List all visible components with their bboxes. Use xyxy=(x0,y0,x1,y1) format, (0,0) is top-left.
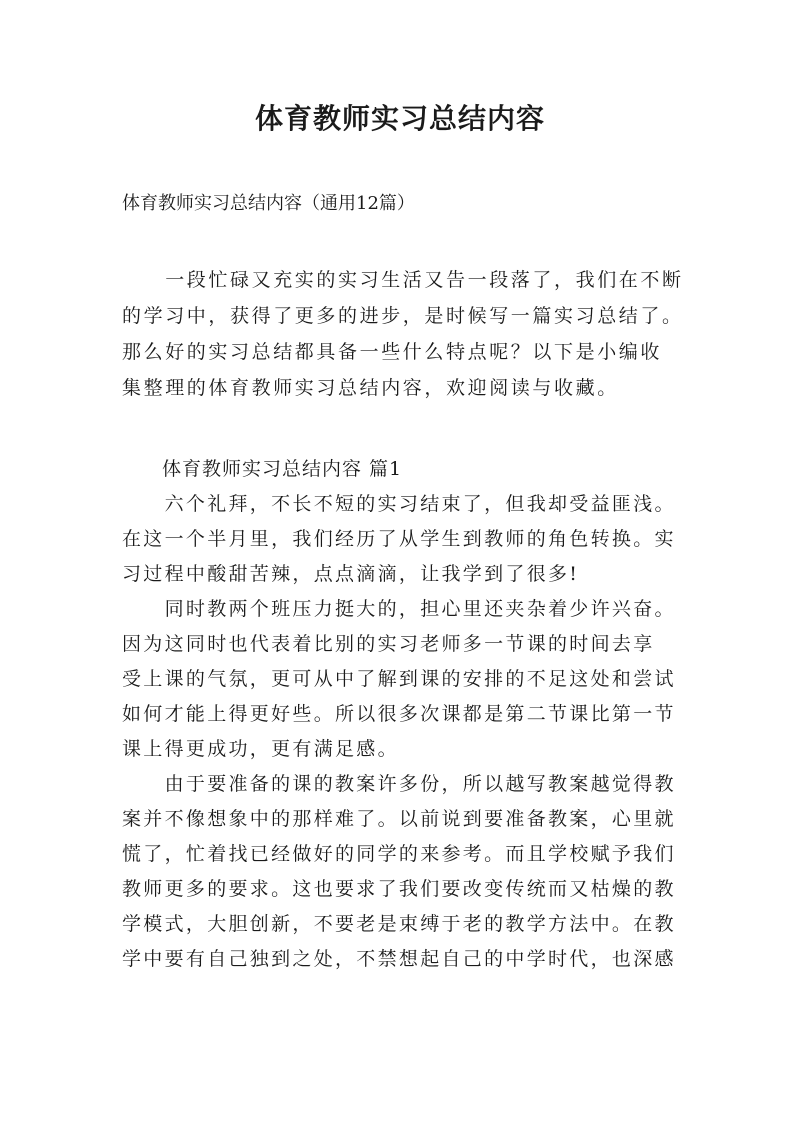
intro-paragraph xyxy=(122,262,692,406)
intro-line: 一段忙碌又充实的实习生活又告一段落了，我们在不断 xyxy=(122,269,684,291)
section-heading: 体育教师实习总结内容 篇1 xyxy=(162,458,403,480)
paragraph-line: 慌了，忙着找已经做好的同学的来参考。而且学校赋予我们 xyxy=(122,843,676,865)
paragraph-line: 学中要有自己独到之处，不禁想起自己的中学时代，也深感 xyxy=(122,948,676,970)
paragraph-line: 教师更多的要求。这也要求了我们要改变传统而又枯燥的教 xyxy=(122,878,676,900)
paragraph-line: 由于要准备的课的教案许多份，所以越写教案越觉得教 xyxy=(122,773,676,795)
paragraph-2 xyxy=(122,592,692,767)
paragraph-line: 如何才能上得更好些。所以很多次课都是第二节课比第一节 xyxy=(122,703,676,725)
body-section xyxy=(122,452,692,977)
paragraph-line: 六个礼拜，不长不短的实习结束了，但我却受益匪浅。 xyxy=(122,493,676,515)
intro-line: 集整理的体育教师实习总结内容，欢迎阅读与收藏。 xyxy=(122,377,619,399)
paragraph-line: 因为这同时也代表着比别的实习老师多一节课的时间去享 xyxy=(122,633,655,655)
intro-line: 那么好的实习总结都具备一些什么特点呢？以下是小编收 xyxy=(122,341,663,363)
paragraph-1 xyxy=(122,487,692,592)
paragraph-line: 学模式，大胆创新，不要老是束缚于老的教学方法中。在教 xyxy=(122,913,676,935)
paragraph-line: 同时教两个班压力挺大的，担心里还夹杂着少许兴奋。 xyxy=(122,598,676,620)
paragraph-line: 习过程中酸甜苦辣，点点滴滴，让我学到了很多! xyxy=(122,563,580,585)
paragraph-line: 课上得更成功，更有满足感。 xyxy=(122,738,399,760)
intro-line: 的学习中，获得了更多的进步，是时候写一篇实习总结了。 xyxy=(122,305,684,327)
document-subtitle: 体育教师实习总结内容（通用12篇） xyxy=(122,193,415,214)
paragraph-line: 受上课的气氛，更可从中了解到课的安排的不足这处和尝试 xyxy=(122,668,676,690)
paragraph-line: 在这一个半月里，我们经历了从学生到教师的角色转换。实 xyxy=(122,528,676,550)
paragraph-3 xyxy=(122,767,692,977)
document-title: 体育教师实习总结内容 xyxy=(254,102,545,135)
paragraph-line: 案并不像想象中的那样难了。以前说到要准备教案，心里就 xyxy=(122,808,676,830)
